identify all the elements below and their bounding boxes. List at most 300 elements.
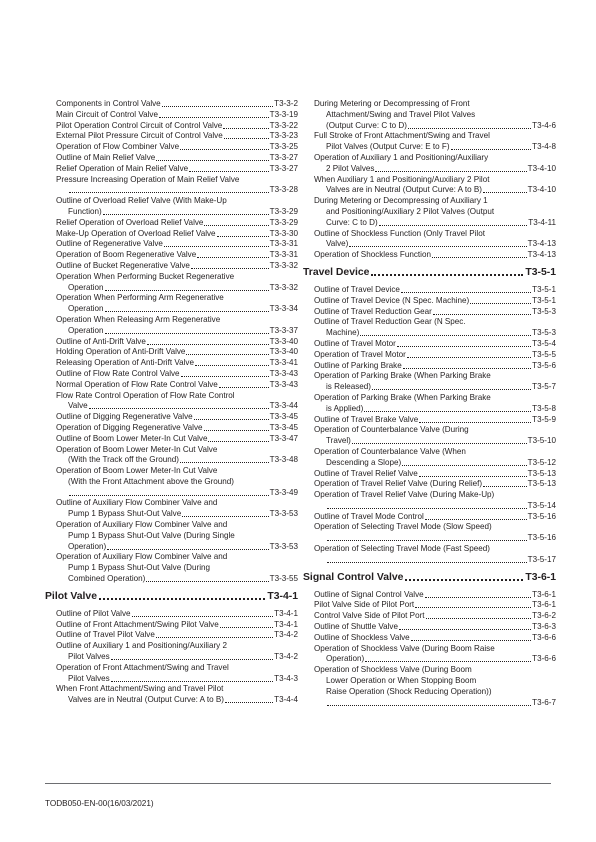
dot-leader bbox=[402, 458, 527, 466]
entry-title: Operation of Boom Regenerative Valve bbox=[56, 250, 197, 260]
toc-entry-line bbox=[314, 600, 556, 611]
entry-page-number: T3-3-25 bbox=[269, 142, 298, 152]
dot-leader bbox=[164, 239, 269, 247]
entry-title: Operation of Counterbalance Valve (When bbox=[314, 446, 466, 456]
toc-entry-line bbox=[314, 285, 556, 296]
toc-entry-line bbox=[314, 458, 556, 469]
toc-entry[interactable] bbox=[56, 347, 298, 358]
entry-page-number: T3-4-13 bbox=[527, 250, 556, 260]
toc-entry-line bbox=[56, 110, 298, 121]
toc-entry-line bbox=[56, 488, 298, 499]
entry-title: Outline of Signal Control Valve bbox=[314, 589, 424, 599]
toc-entry-line bbox=[56, 520, 298, 531]
entry-page-number: T3-4-1 bbox=[274, 619, 298, 629]
dot-leader bbox=[483, 185, 527, 193]
entry-page-number: T3-5-1 bbox=[532, 284, 556, 294]
entry-title: Outline of Travel Device (N Spec. Machine) bbox=[314, 295, 470, 305]
toc-entry[interactable] bbox=[56, 153, 298, 164]
toc-entry[interactable] bbox=[56, 412, 298, 423]
entry-title: Machine) bbox=[326, 328, 360, 338]
footer-divider bbox=[45, 783, 551, 784]
toc-entry-line bbox=[314, 99, 556, 110]
entry-page-number: T3-3-55 bbox=[269, 574, 298, 584]
toc-entry-line bbox=[314, 665, 556, 676]
toc-entry-line bbox=[56, 563, 298, 574]
dot-leader bbox=[156, 153, 268, 161]
toc-entry[interactable] bbox=[56, 684, 298, 706]
toc-entry[interactable] bbox=[314, 296, 556, 307]
toc-entry[interactable] bbox=[314, 590, 556, 601]
toc-entry[interactable] bbox=[314, 633, 556, 644]
toc-entry[interactable] bbox=[56, 261, 298, 272]
toc-entry[interactable] bbox=[56, 315, 298, 337]
entry-title: Outline of Travel Relief Valve bbox=[314, 468, 418, 478]
toc-entry-line bbox=[314, 447, 556, 458]
entry-page-number: T3-3-31 bbox=[269, 239, 298, 249]
toc-entry-line bbox=[56, 695, 298, 706]
entry-page-number: T3-6-7 bbox=[532, 697, 556, 707]
toc-entry[interactable] bbox=[314, 285, 556, 296]
entry-title: Outline of Parking Brake bbox=[314, 360, 402, 370]
entry-title: Pilot Valves (Output Curve: E to F) bbox=[326, 142, 450, 152]
entry-title: Operation of Parking Brake (When Parking Brake bbox=[314, 392, 491, 402]
entry-page-number: T3-6-1 bbox=[532, 600, 556, 610]
entry-title: Pilot Valve Side of Pilot Port bbox=[314, 600, 415, 610]
toc-entry-line bbox=[56, 239, 298, 250]
entry-title: Operation of Digging Regenerative Valve bbox=[56, 422, 203, 432]
toc-entry[interactable] bbox=[314, 479, 556, 490]
toc-entry-line bbox=[314, 469, 556, 480]
toc-entry[interactable] bbox=[56, 99, 298, 110]
toc-section-heading[interactable] bbox=[45, 591, 298, 603]
entry-title: Outline of Front Attachment/Swing Pilot Valve bbox=[56, 619, 219, 629]
toc-entry-line bbox=[56, 196, 298, 207]
toc-entry[interactable] bbox=[56, 337, 298, 348]
toc-entry[interactable] bbox=[56, 239, 298, 250]
toc-entry-line bbox=[314, 361, 556, 372]
toc-entry[interactable] bbox=[314, 600, 556, 611]
toc-entry[interactable] bbox=[314, 644, 556, 666]
entry-page-number: T3-4-13 bbox=[527, 239, 556, 249]
dot-leader bbox=[105, 326, 269, 334]
entry-page-number: T3-3-41 bbox=[269, 358, 298, 368]
toc-entry-line bbox=[56, 412, 298, 423]
entry-title: Lower Operation or When Stopping Boom bbox=[326, 676, 477, 686]
entry-page-number: T3-6-6 bbox=[532, 632, 556, 642]
entry-title: Operation of Boom Lower Meter-In Cut Valve bbox=[56, 466, 218, 476]
dot-leader bbox=[156, 630, 273, 638]
toc-entry-line bbox=[56, 609, 298, 620]
entry-title: Raise Operation (Shock Reducing Operation)) bbox=[326, 686, 492, 696]
entry-page-number: T3-3-37 bbox=[269, 325, 298, 335]
toc-entry-line bbox=[56, 531, 298, 542]
dot-leader bbox=[224, 131, 269, 139]
entry-title: Outline of Digging Regenerative Valve bbox=[56, 412, 193, 422]
toc-entry[interactable] bbox=[314, 371, 556, 393]
entry-title: Outline of Overload Relief Valve (With Make-Up bbox=[56, 196, 227, 206]
entry-title: Main Circuit of Control Valve bbox=[56, 109, 158, 119]
toc-entry[interactable] bbox=[314, 522, 556, 544]
entry-title: Pump 1 Bypass Shut-Out Valve (During Single bbox=[68, 530, 235, 540]
toc-entry-line bbox=[314, 218, 556, 229]
dot-leader bbox=[195, 358, 269, 366]
toc-section-heading[interactable] bbox=[303, 267, 556, 279]
entry-page-number: T3-3-43 bbox=[269, 379, 298, 389]
toc-entry[interactable] bbox=[56, 445, 298, 467]
dot-leader bbox=[405, 578, 523, 581]
toc-entry-line bbox=[56, 641, 298, 652]
toc-entry-line bbox=[56, 391, 298, 402]
entry-title: When Front Attachment/Swing and Travel Pilot bbox=[56, 684, 224, 694]
entry-title: Outline of Travel Reduction Gear (N Spec. bbox=[314, 317, 466, 327]
toc-entry[interactable] bbox=[56, 272, 298, 294]
toc-entry-line bbox=[56, 674, 298, 685]
dot-leader bbox=[180, 142, 269, 150]
toc-entry-line bbox=[314, 382, 556, 393]
toc-entry-line bbox=[56, 142, 298, 153]
entry-title: Valves are in Neutral (Output Curve: A to B) bbox=[326, 185, 482, 195]
toc-entry-line bbox=[314, 393, 556, 404]
dot-leader bbox=[99, 597, 265, 600]
toc-entry[interactable] bbox=[56, 250, 298, 261]
dot-leader bbox=[204, 218, 268, 226]
toc-entry-line bbox=[56, 337, 298, 348]
entry-title: Operation bbox=[68, 325, 104, 335]
entry-page-number: T3-3-43 bbox=[269, 368, 298, 378]
dot-leader bbox=[371, 273, 523, 276]
toc-entry-line bbox=[56, 620, 298, 631]
toc-entry-line bbox=[314, 229, 556, 240]
toc-entry[interactable] bbox=[314, 339, 556, 350]
toc-entry-line bbox=[314, 644, 556, 655]
entry-page-number: T3-4-10 bbox=[527, 185, 556, 195]
entry-page-number: T3-3-47 bbox=[269, 433, 298, 443]
dot-leader bbox=[365, 654, 531, 662]
dot-leader bbox=[327, 501, 527, 509]
dot-leader bbox=[425, 590, 532, 598]
toc-entry[interactable] bbox=[56, 142, 298, 153]
entry-page-number: T3-5-17 bbox=[527, 554, 556, 564]
dot-leader bbox=[415, 600, 531, 608]
toc-entry[interactable] bbox=[314, 490, 556, 512]
entry-page-number: T3-4-4 bbox=[274, 695, 298, 705]
entry-page-number: T3-3-32 bbox=[269, 260, 298, 270]
toc-entry-line bbox=[56, 498, 298, 509]
toc-entry-line bbox=[314, 687, 556, 698]
toc-entry[interactable] bbox=[314, 425, 556, 447]
toc-entry[interactable] bbox=[56, 498, 298, 520]
toc-entry-line bbox=[314, 512, 556, 523]
entry-title: Relief Operation of Overload Relief Valve bbox=[56, 217, 204, 227]
toc-entry-line bbox=[314, 239, 556, 250]
entry-page-number: T3-3-32 bbox=[269, 282, 298, 292]
dot-leader bbox=[408, 121, 531, 129]
entry-title: Make-Up Operation of Overload Relief Valve bbox=[56, 228, 216, 238]
toc-entry-line bbox=[56, 630, 298, 641]
entry-title: Operation of Flow Combiner Valve bbox=[56, 142, 180, 152]
dot-leader bbox=[470, 296, 531, 304]
entry-page-number: T3-3-19 bbox=[269, 109, 298, 119]
entry-page-number: T3-5-7 bbox=[532, 382, 556, 392]
toc-entry[interactable] bbox=[314, 512, 556, 523]
toc-entry[interactable] bbox=[56, 196, 298, 218]
toc-entry[interactable] bbox=[56, 218, 298, 229]
toc-entry-line bbox=[314, 307, 556, 318]
dot-leader bbox=[352, 436, 527, 444]
entry-page-number: T3-4-10 bbox=[527, 163, 556, 173]
dot-leader bbox=[360, 328, 531, 336]
dot-leader bbox=[69, 488, 269, 496]
toc-entry[interactable] bbox=[314, 131, 556, 153]
toc-entry[interactable] bbox=[56, 164, 298, 175]
toc-entry-line bbox=[56, 663, 298, 674]
entry-page-number: T3-3-45 bbox=[269, 422, 298, 432]
toc-entry-line bbox=[56, 283, 298, 294]
toc-entry[interactable] bbox=[56, 466, 298, 498]
entry-page-number: T3-3-23 bbox=[269, 131, 298, 141]
entry-page-number: T3-3-40 bbox=[269, 347, 298, 357]
toc-entry-line bbox=[314, 522, 556, 533]
entry-title: Operation of Parking Brake (When Parking Brake bbox=[314, 371, 491, 381]
entry-title: Outline of Shuttle Valve bbox=[314, 622, 398, 632]
toc-entry-line bbox=[314, 633, 556, 644]
toc-entry[interactable] bbox=[314, 196, 556, 228]
toc-entry-line bbox=[314, 555, 556, 566]
toc-entry[interactable] bbox=[314, 99, 556, 131]
toc-entry-line bbox=[56, 423, 298, 434]
entry-title: Curve: C to D) bbox=[326, 217, 378, 227]
entry-title: (With the Front Attachment above the Ground) bbox=[68, 476, 235, 486]
toc-entry-line bbox=[314, 490, 556, 501]
toc-entry[interactable] bbox=[314, 307, 556, 318]
toc-entry-line bbox=[314, 153, 556, 164]
toc-entry-line bbox=[314, 175, 556, 186]
toc-entry[interactable] bbox=[56, 380, 298, 391]
entry-title: Outline of Bucket Regenerative Valve bbox=[56, 260, 190, 270]
entry-page-number: T3-5-14 bbox=[527, 500, 556, 510]
toc-entry[interactable] bbox=[56, 609, 298, 620]
toc-entry[interactable] bbox=[314, 361, 556, 372]
dot-leader bbox=[483, 479, 527, 487]
entry-page-number: T3-5-13 bbox=[527, 468, 556, 478]
toc-entry[interactable] bbox=[314, 611, 556, 622]
toc-entry-line bbox=[314, 250, 556, 261]
toc-entry-line bbox=[314, 110, 556, 121]
toc-entry[interactable] bbox=[56, 229, 298, 240]
entry-page-number: T3-3-31 bbox=[269, 250, 298, 260]
toc-entry[interactable] bbox=[314, 393, 556, 415]
dot-leader bbox=[186, 347, 268, 355]
toc-entry-line bbox=[56, 466, 298, 477]
toc-entry[interactable] bbox=[56, 131, 298, 142]
entry-title: Pilot Valves bbox=[68, 673, 110, 683]
entry-page-number: T3-4-6 bbox=[532, 120, 556, 130]
dot-leader bbox=[180, 455, 269, 463]
dot-leader bbox=[419, 469, 527, 477]
entry-title: Descending a Slope) bbox=[326, 457, 402, 467]
entry-title: Outline of Travel Mode Control bbox=[314, 511, 424, 521]
toc-entry-line bbox=[56, 542, 298, 553]
dot-leader bbox=[181, 369, 269, 377]
toc-entry[interactable] bbox=[56, 630, 298, 641]
toc-right-column bbox=[303, 99, 556, 708]
toc-entry-line bbox=[56, 358, 298, 369]
toc-entry-line bbox=[314, 479, 556, 490]
toc-entry-line bbox=[314, 533, 556, 544]
entry-page-number: T3-3-49 bbox=[269, 487, 298, 497]
entry-title: Outline of Boom Lower Meter-In Cut Valve bbox=[56, 433, 208, 443]
entry-page-number: T3-5-12 bbox=[527, 457, 556, 467]
dot-leader bbox=[197, 250, 268, 258]
toc-entry[interactable] bbox=[56, 110, 298, 121]
entry-title: Components in Control Valve bbox=[56, 99, 161, 108]
entry-title: Operation) bbox=[68, 541, 107, 551]
toc-entry-line bbox=[314, 196, 556, 207]
entry-title: Outline of Auxiliary 1 and Positioning/Auxiliary 2 bbox=[56, 641, 227, 651]
toc-entry-line bbox=[56, 218, 298, 229]
toc-entry[interactable] bbox=[56, 391, 298, 413]
toc-entry-line bbox=[314, 622, 556, 633]
toc-entry-line bbox=[56, 380, 298, 391]
entry-title: Operation When Performing Bucket Regenerative bbox=[56, 271, 235, 281]
dot-leader bbox=[411, 633, 531, 641]
toc-entry-line bbox=[314, 404, 556, 415]
entry-page-number: T3-5-3 bbox=[532, 306, 556, 316]
dot-leader bbox=[327, 555, 527, 563]
section-title: Pilot Valve bbox=[45, 590, 97, 602]
toc-entry-line bbox=[314, 676, 556, 687]
entry-title: Operation of Shockless Valve (During Boom Raise bbox=[314, 643, 495, 653]
toc-entry[interactable] bbox=[314, 665, 556, 708]
toc-entry[interactable] bbox=[56, 663, 298, 685]
entry-title: External Pilot Pressure Circuit of Control Valve bbox=[56, 131, 223, 141]
toc-entry[interactable] bbox=[56, 121, 298, 132]
dot-leader bbox=[403, 361, 531, 369]
entry-page-number: T3-5-6 bbox=[532, 360, 556, 370]
toc-entry[interactable] bbox=[314, 622, 556, 633]
entry-title: (Output Curve: C to D) bbox=[326, 120, 407, 130]
toc-entry[interactable] bbox=[56, 620, 298, 631]
toc-entry[interactable] bbox=[56, 358, 298, 369]
toc-entry-line bbox=[56, 304, 298, 315]
entry-title: Operation When Performing Arm Regenerative bbox=[56, 293, 224, 303]
toc-entry[interactable] bbox=[56, 520, 298, 552]
toc-entry-line bbox=[56, 455, 298, 466]
dot-leader bbox=[182, 509, 268, 517]
dot-leader bbox=[397, 339, 531, 347]
entry-title: Operation bbox=[68, 282, 104, 292]
dot-leader bbox=[419, 415, 531, 423]
entry-title: Outline of Anti-Drift Valve bbox=[56, 336, 146, 346]
dot-leader bbox=[111, 652, 273, 660]
toc-entry[interactable] bbox=[56, 293, 298, 315]
entry-title: Operation of Travel Motor bbox=[314, 349, 406, 359]
entry-title: Operation of Shockless Valve (During Boom bbox=[314, 665, 472, 675]
toc-entry-line bbox=[314, 415, 556, 426]
toc-entry-line bbox=[56, 326, 298, 337]
toc-entry[interactable] bbox=[314, 544, 556, 566]
entry-page-number: T3-3-29 bbox=[269, 206, 298, 216]
toc-entry[interactable] bbox=[56, 641, 298, 663]
entry-page-number: T3-5-9 bbox=[532, 414, 556, 424]
toc-entry-line bbox=[314, 371, 556, 382]
dot-leader bbox=[69, 185, 269, 193]
toc-entry[interactable] bbox=[56, 434, 298, 445]
toc-entry[interactable] bbox=[314, 153, 556, 175]
toc-entry[interactable] bbox=[314, 447, 556, 469]
entry-title: Combined Operation) bbox=[68, 574, 146, 584]
dot-leader bbox=[204, 423, 269, 431]
toc-entry-line bbox=[56, 293, 298, 304]
toc-entry[interactable] bbox=[314, 350, 556, 361]
toc-entry[interactable] bbox=[314, 469, 556, 480]
toc-entry[interactable] bbox=[314, 317, 556, 339]
toc-entry-line bbox=[314, 328, 556, 339]
entry-title: (With the Track off the Ground) bbox=[68, 455, 179, 465]
entry-title: When Auxiliary 1 and Positioning/Auxiliary 2 Pilot bbox=[314, 174, 490, 184]
toc-entry[interactable] bbox=[56, 369, 298, 380]
toc-entry[interactable] bbox=[56, 175, 298, 197]
dot-leader bbox=[105, 304, 269, 312]
toc-entry[interactable] bbox=[56, 423, 298, 434]
dot-leader bbox=[379, 218, 528, 226]
toc-entry[interactable] bbox=[314, 415, 556, 426]
section-page-number: T3-6-1 bbox=[525, 571, 556, 583]
dot-leader bbox=[162, 99, 273, 107]
toc-entry-line bbox=[314, 350, 556, 361]
entry-title: Control Valve Side of Pilot Port bbox=[314, 611, 425, 621]
entry-title: Outline of Travel Brake Valve bbox=[314, 414, 419, 424]
entry-page-number: T3-5-3 bbox=[532, 328, 556, 338]
dot-leader bbox=[327, 698, 531, 706]
dot-leader bbox=[327, 533, 527, 541]
entry-page-number: T3-3-27 bbox=[269, 152, 298, 162]
entry-title: Operation of Counterbalance Valve (During bbox=[314, 425, 469, 435]
dot-leader bbox=[401, 285, 531, 293]
entry-title: Pilot Valves bbox=[68, 652, 110, 662]
entry-title: Operation of Auxiliary Flow Combiner Valve and bbox=[56, 520, 228, 530]
entry-page-number: T3-6-1 bbox=[532, 589, 556, 599]
entry-title: Pump 1 Bypass Shut-Out Valve bbox=[68, 509, 182, 519]
entry-page-number: T3-3-53 bbox=[269, 509, 298, 519]
toc-entry-line bbox=[314, 611, 556, 622]
toc-entry[interactable] bbox=[314, 229, 556, 251]
toc-entry-line bbox=[56, 207, 298, 218]
toc-entry-line bbox=[56, 574, 298, 585]
entry-title: Operation of Selecting Travel Mode (Slow Speed) bbox=[314, 522, 492, 532]
toc-entry-line bbox=[56, 250, 298, 261]
entry-title: Valve) bbox=[326, 239, 349, 249]
toc-entry-line bbox=[56, 652, 298, 663]
entry-title: Outline of Flow Rate Control Valve bbox=[56, 368, 180, 378]
toc-entry-line bbox=[314, 296, 556, 307]
entry-title: Releasing Operation of Anti-Drift Valve bbox=[56, 358, 194, 368]
toc-entry[interactable] bbox=[56, 552, 298, 584]
dot-leader bbox=[208, 434, 268, 442]
entry-title: Operation of Auxiliary Flow Combiner Valve and bbox=[56, 552, 228, 562]
entry-page-number: T3-3-48 bbox=[269, 455, 298, 465]
toc-entry[interactable] bbox=[314, 175, 556, 197]
entry-page-number: T3-3-22 bbox=[269, 120, 298, 130]
entry-title: Flow Rate Control Operation of Flow Rate Control bbox=[56, 390, 235, 400]
entry-page-number: T3-3-29 bbox=[269, 217, 298, 227]
toc-entry-line bbox=[56, 121, 298, 132]
entry-title: Holding Operation of Anti-Drift Valve bbox=[56, 347, 186, 357]
entry-page-number: T3-5-1 bbox=[532, 295, 556, 305]
toc-section-heading[interactable] bbox=[303, 572, 556, 584]
entry-title: Operation of Auxiliary 1 and Positioning/Auxiliary bbox=[314, 152, 489, 162]
toc-entry[interactable] bbox=[314, 250, 556, 261]
